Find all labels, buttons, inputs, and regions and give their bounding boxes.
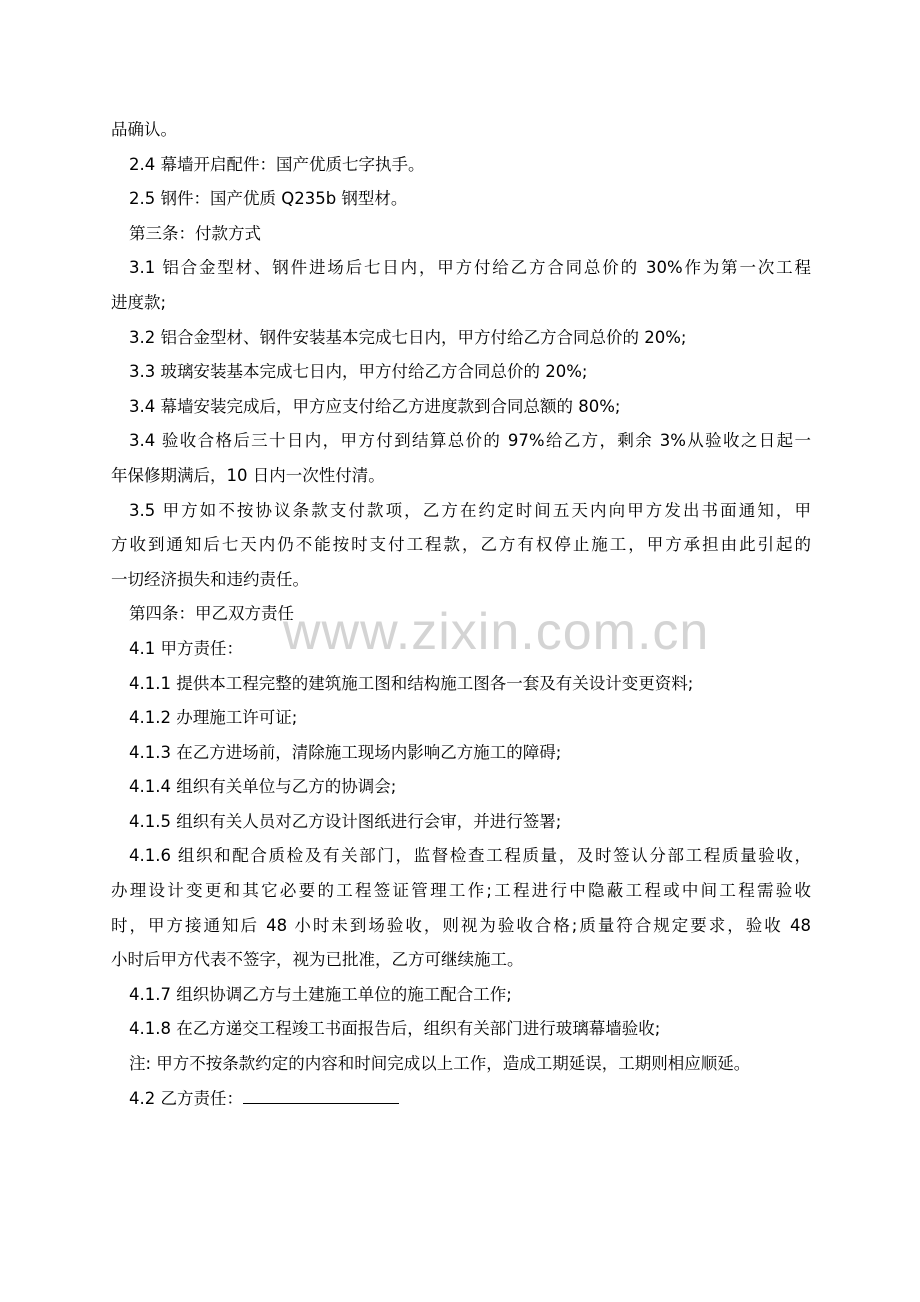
watermark: www.zixin.com.cn xyxy=(283,603,710,661)
paragraph-line: 时，甲方接通知后 48 小时未到场验收，则视为验收合格;质量符合规定要求，验收 48 xyxy=(111,915,811,935)
paragraph-line: 4.1.7 组织协调乙方与土建施工单位的施工配合工作; xyxy=(129,984,512,1004)
paragraph-line: 3.4 验收合格后三十日内，甲方付到结算总价的 97%给乙方，剩余 3%从验收之日起一 xyxy=(129,431,811,451)
fill-in-blank xyxy=(243,1089,399,1104)
paragraph-line: 3.4 幕墙安装完成后，甲方应支付给乙方进度款到合同总额的 80%; xyxy=(129,396,621,416)
paragraph-line: 4.1.6 组织和配合质检及有关部门，监督检查工程质量，及时签认分部工程质量验收， xyxy=(129,846,811,866)
paragraph-line: 进度款; xyxy=(111,292,167,312)
paragraph-line: 品确认。 xyxy=(111,120,177,139)
party-b-responsibility-line xyxy=(111,1082,811,1117)
paragraph-line: 4.1.3 在乙方进场前，清除施工现场内影响乙方施工的障碍; xyxy=(129,742,562,762)
paragraph-line: 年保修期满后，10 日内一次性付清。 xyxy=(111,465,385,485)
note-line: 注: 甲方不按条款约定的内容和时间完成以上工作，造成工期延误，工期则相应顺延。 xyxy=(129,1054,751,1074)
section-heading: 第三条：付款方式 xyxy=(129,223,261,243)
paragraph-line: 2.4 幕墙开启配件：国产优质七字执手。 xyxy=(129,154,425,174)
paragraph-line: 4.1.8 在乙方递交工程竣工书面报告后，组织有关部门进行玻璃幕墙验收; xyxy=(129,1019,661,1039)
paragraph-line: 4.1 甲方责任： xyxy=(129,638,243,658)
paragraph-line: 一切经济损失和违约责任。 xyxy=(111,569,309,589)
section-heading: 第四条：甲乙双方责任 xyxy=(129,604,294,624)
paragraph-line: 方收到通知后七天内仍不能按时支付工程款，乙方有权停止施工，甲方承担由此引起的 xyxy=(111,535,811,555)
document-body xyxy=(111,113,811,1116)
paragraph-line: 3.2 铝合金型材、钢件安装基本完成七日内，甲方付给乙方合同总价的 20%; xyxy=(129,327,687,347)
paragraph-line: 办理设计变更和其它必要的工程签证管理工作;工程进行中隐蔽工程或中间工程需验收 xyxy=(111,881,811,901)
paragraph-line: 4.1.5 组织有关人员对乙方设计图纸进行会审，并进行签署; xyxy=(129,811,562,831)
paragraph-line: 小时后甲方代表不签字，视为已批准，乙方可继续施工。 xyxy=(111,950,524,970)
paragraph-line: 4.1.2 办理施工许可证; xyxy=(129,708,298,728)
paragraph-line: 3.1 铝合金型材、钢件进场后七日内，甲方付给乙方合同总价的 30%作为第一次工程 xyxy=(129,258,811,278)
party-b-responsibility-label: 4.2 乙方责任： xyxy=(129,1088,243,1108)
paragraph-line: 2.5 钢件：国产优质 Q235b 钢型材。 xyxy=(129,189,408,209)
paragraph-line: 4.1.1 提供本工程完整的建筑施工图和结构施工图各一套及有关设计变更资料; xyxy=(129,673,694,693)
paragraph-line: 3.3 玻璃安装基本完成七日内，甲方付给乙方合同总价的 20%; xyxy=(129,362,588,382)
paragraph-line: 3.5 甲方如不按协议条款支付款项，乙方在约定时间五天内向甲方发出书面通知，甲 xyxy=(129,500,811,520)
paragraph-line: 4.1.4 组织有关单位与乙方的协调会; xyxy=(129,777,397,797)
